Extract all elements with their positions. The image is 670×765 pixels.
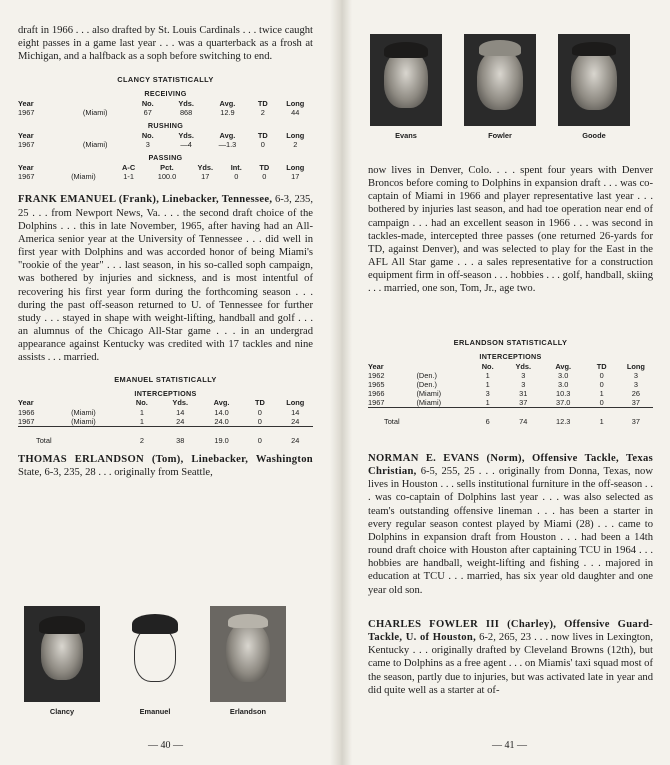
- col-td: TD: [257, 98, 268, 108]
- emanuel-stats-title: EMANUEL STATISTICALLY: [114, 374, 217, 384]
- receiving-label: RECEIVING: [144, 89, 187, 99]
- clancy-stats: [18, 75, 313, 181]
- fowler-bio: CHARLES FOWLER III (Charley), Offensive Guard-Tackle, U. of Houston, 6-2, 265, 23 . . . now lives in Lexington, Kentucky . . . originally drafted by Cleveland Browns (12th), but came to Dolphins as a free agent . . . on Miamis' taxi squad most of the season, partly due to injuries, but was activated late in year and did quite well as a starter at of-: [368, 619, 653, 696]
- rushing-label: RUSHING: [147, 121, 184, 131]
- photo-evans: [370, 34, 442, 140]
- table-total-row: Total 2 38 19.0 0 24: [36, 435, 300, 445]
- table-row: 1966 (Miami) 1 14 14.0 0 14: [18, 407, 300, 417]
- clancy-stats-title: CLANCY STATISTICALLY: [117, 75, 214, 85]
- fowler-name: CHARLES FOWLER III (Charley), Offensive Guard-Tackle, U. of Houston,: [368, 619, 653, 644]
- photo-goode: [558, 34, 630, 140]
- table-row: 1967 (Miami) 3 —4 —1.3 0 2: [18, 140, 298, 150]
- photo-caption: Evans: [395, 131, 417, 140]
- photo-fowler: [464, 34, 536, 140]
- photo-emanuel: [117, 606, 193, 716]
- emanuel-stats: [18, 375, 313, 445]
- portrait-image: [370, 34, 442, 126]
- erlandson-bio-continuation: now lives in Denver, Colo. . . . spent four years with Denver Broncos before coming to Dolphins in expansion draft . . . was co-captain of Miami in 1966 and player representative last year . . . bothered by injuries last season, and had toe operation near end of campaign . . . had an excellent season in 1966 . . . was second in tackles-made, intercepted three passes (one returned 26-yards for TD, against Denver), and was selected to play for the East in the AFL All Star game . . . a sales representative for a construction equipment firm in off-season . . . hobbies . . . golf, handball, skiing . . . married, one son, Tom, Jr., age two.: [368, 165, 653, 295]
- page-40: [18, 0, 313, 765]
- erlandson-name: THOMAS ERLANDSON (Tom), Linebacker, Washington: [18, 453, 313, 465]
- receiving-table: [18, 98, 313, 117]
- portrait-image: [24, 606, 100, 702]
- left-photo-row: [24, 606, 286, 716]
- photo-caption: Emanuel: [139, 707, 171, 716]
- table-row: 1967 (Miami) 67 868 12.9 2 44: [18, 108, 300, 118]
- passing-label: PASSING: [148, 153, 183, 163]
- page-number: — 40 —: [148, 740, 183, 751]
- clancy-bio-continuation: draft in 1966 . . . also drafted by St. Louis Cardinals . . . twice caught eight passes in a game last year . . . was a quarterback as a frosh at Michigan, and a halfback as a soph before switching to end.: [18, 25, 313, 63]
- photo-caption: Goode: [582, 131, 606, 140]
- portrait-image: [464, 34, 536, 126]
- page-number: — 41 —: [492, 740, 527, 751]
- photo-clancy: [24, 606, 100, 716]
- erlandson-stats: [368, 338, 653, 426]
- col-long: Long: [286, 98, 305, 108]
- photo-caption: Erlandson: [229, 707, 267, 716]
- photo-caption: Clancy: [49, 707, 75, 716]
- col-yds: Yds.: [178, 98, 194, 108]
- col-no: No.: [141, 98, 154, 108]
- evans-name: NORMAN E. EVANS (Norm), Offensive Tackle, Texas Christian,: [368, 453, 653, 478]
- table-row: 1967 (Miami) 1 24 24.0 0 24: [18, 416, 300, 426]
- erlandson-interceptions-table: Year No. Yds. Avg. TD Long 1962 (Den.) 1 3 3.0 0 3 1965 (Den.) 1 3 3.0 0 3 1966 (Miami) 3 31 10.3 1 26 1967 (Miami) 1 37 37.0 0 37 Total 6 74 12.3 1 37: [368, 361, 653, 426]
- book-gutter: [330, 0, 352, 765]
- emanuel-name: FRANK EMANUEL (Frank), Linebacker, Tennessee,: [18, 194, 273, 206]
- col-year: Year: [18, 98, 34, 108]
- table-row: 1962 (Den.) 1 3 3.0 0 3: [368, 371, 638, 380]
- portrait-sketch: [117, 606, 193, 702]
- portrait-image: [558, 34, 630, 126]
- table-row: 1965 (Den.) 1 3 3.0 0 3: [368, 380, 638, 389]
- rushing-table: Year No. Yds. Avg. TD Long 1967 (Miami) 3 —4 —1.3 0 2: [18, 130, 313, 149]
- emanuel-bio: FRANK EMANUEL (Frank), Linebacker, Tennessee, 6-3, 235, 25 . . . from Newport News, Va. . . . the second draft choice of the Dolphins . . . this in late November, 1965, after having had an All-America senior year at the University of Tennessee . . . did well in first year with Dolphins and was accorded honor of being Miami's "rookie of the year" . . . last season, in his so-called soph campaign, was bothered by injuries and sickness, and is most intentful of recovering his first year form during the forthcoming season . . . during the past off-season returned to U. of Tennessee for further study . . . stayed in shape with weight-lifting, handball and golf . . . an alumnus of the Chicago All-Star game . . . in an undergrad appearance against Kentucky was credited with 17 tackles and nine assists . . . married.: [18, 194, 313, 364]
- erlandson-stats-title: ERLANDSON STATISTICALLY: [453, 338, 568, 347]
- emanuel-interceptions-table: Year No. Yds. Avg. TD Long 1966 (Miami) 1 14 14.0 0 14 1967 (Miami) 1 24 24.0 0 24 Total 2 38 19.0 0 24: [18, 398, 313, 445]
- interceptions-label: INTERCEPTIONS: [134, 388, 197, 398]
- erlandson-bio-start: THOMAS ERLANDSON (Tom), Linebacker, Washington State, 6-3, 235, 28 . . . originally from Seattle,: [18, 453, 313, 478]
- table-row: 1967 (Miami) 1-1 100.0 17 0 0 17: [18, 172, 300, 182]
- portrait-image: [210, 606, 286, 702]
- table-row: 1966 (Miami) 3 31 10.3 1 26: [368, 389, 640, 398]
- photo-erlandson: [210, 606, 286, 716]
- col-avg: Avg.: [219, 98, 236, 108]
- passing-table: Year A-C Pct. Yds. Int. TD Long 1967 (Miami) 1-1 100.0 17 0 0 17: [18, 162, 313, 181]
- page-41: [368, 0, 653, 765]
- table-total-row: Total 6 74 12.3 1 37: [384, 417, 640, 426]
- table-row: 1967 (Miami) 1 37 37.0 0 37: [368, 398, 640, 407]
- photo-caption: Fowler: [488, 131, 512, 140]
- evans-bio: NORMAN E. EVANS (Norm), Offensive Tackle, Texas Christian, 6-5, 255, 25 . . . originally from Donna, Texas, now lives in Houston . . . sells institutional furniture in the off-season . . . was co-captain of Dolphins last year . . . was also selected as team's outstanding offensive lineman . . . has been a starter in every regular season contest played by Miami (28) . . . came to Dolphins in expansion draft from Houston . . . had been a 14th round draft choice with Houston after captaining TCU in 1964 . . . hobbies are handball, weight-lifting and fishing . . . majored in education at TCU . . . married, has six year old daughter and one year old son.: [368, 453, 653, 596]
- right-photo-row: [370, 34, 630, 140]
- interceptions-label: INTERCEPTIONS: [479, 352, 542, 361]
